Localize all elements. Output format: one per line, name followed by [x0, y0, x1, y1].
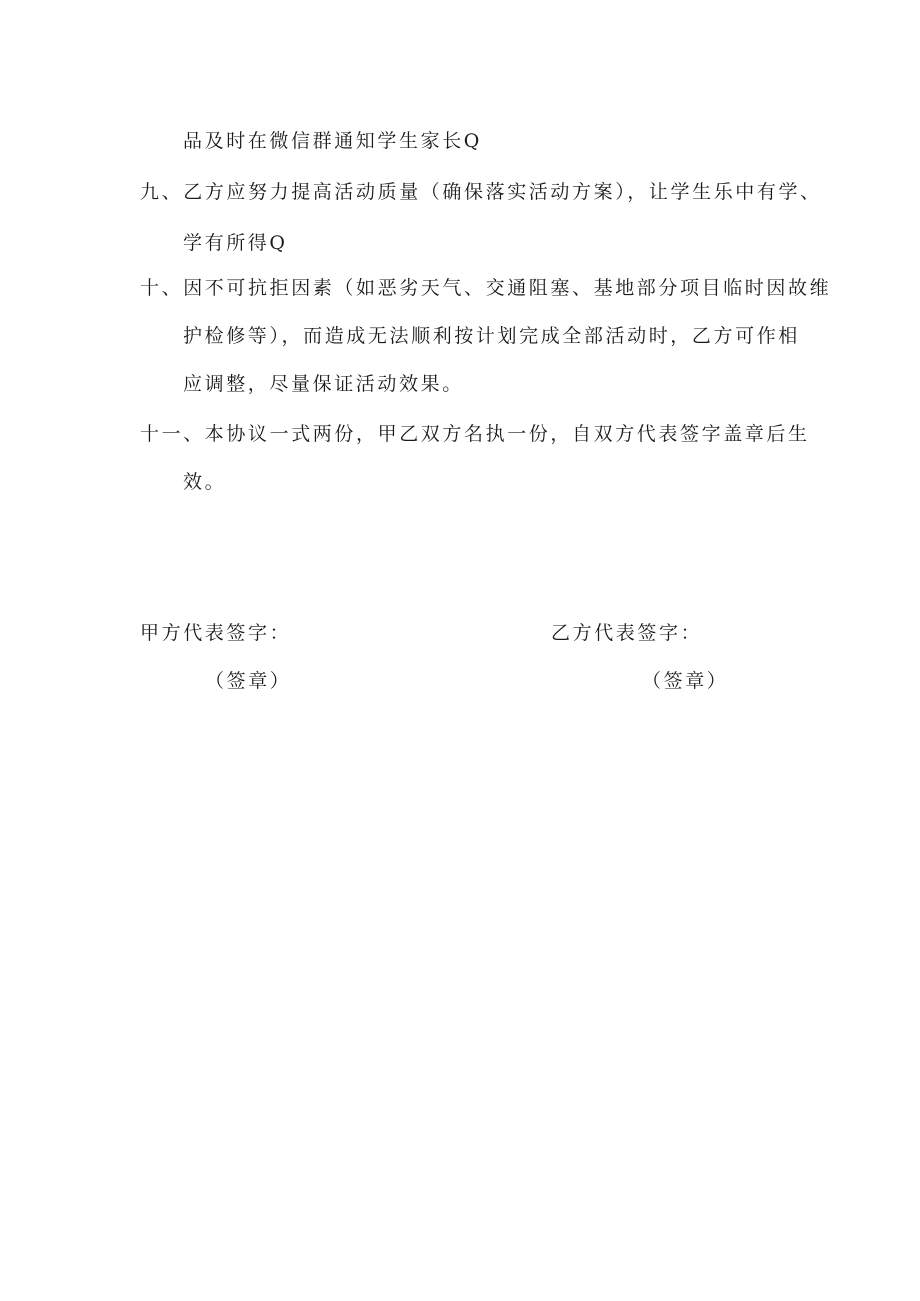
- party-a-signature-label: 甲方代表签字：: [140, 622, 292, 644]
- clause-ten-line-2: 护检修等），而造成无法顺利按计划完成全部活动时，乙方可作相: [183, 325, 800, 347]
- clause-nine-line-2: 学有所得Q: [183, 232, 288, 254]
- clause-nine-line-1: 九、乙方应努力提高活动质量（确保落实活动方案），让学生乐中有学、: [140, 181, 822, 203]
- clause-ten-line-1: 十、因不可抗拒因素（如恶劣天气、交通阻塞、基地部分项目临时因故维: [140, 277, 832, 299]
- clause-eleven-line-2: 效。: [183, 471, 227, 493]
- clause-eleven-line-1: 十一、本协议一式两份，甲乙双方名执一份，自双方代表签字盖章后生: [140, 423, 810, 445]
- clause-eight-continuation: 品及时在微信群通知学生家长Q: [183, 130, 482, 152]
- party-a-seal-label: （签章）: [205, 670, 292, 692]
- party-b-signature-label: 乙方代表签字：: [551, 622, 703, 644]
- clause-ten-line-3: 应调整，尽量保证活动效果。: [183, 373, 464, 395]
- party-b-seal-label: （签章）: [642, 670, 729, 692]
